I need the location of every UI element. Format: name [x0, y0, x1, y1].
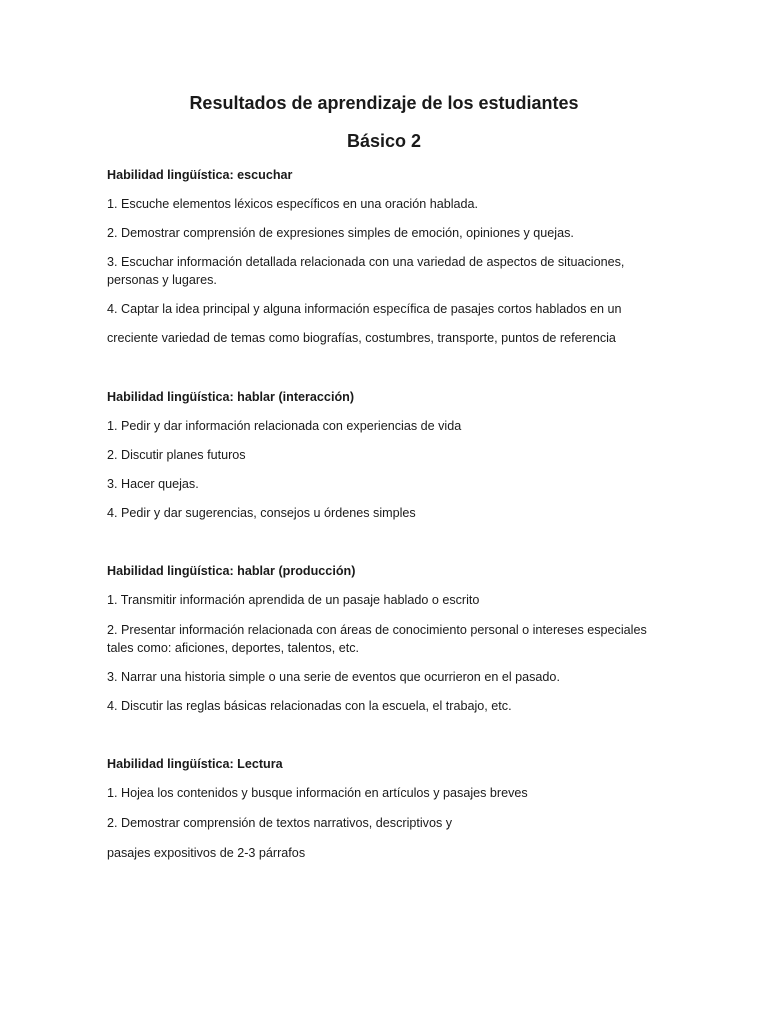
list-item: 2. Demostrar comprensión de expresiones simples de emoción, opiniones y quejas.: [107, 226, 574, 240]
list-item: 1. Pedir y dar información relacionada con experiencias de vida: [107, 419, 462, 433]
list-item-continuation: pasajes expositivos de 2-3 párrafos: [107, 846, 306, 860]
list-item: 4. Pedir y dar sugerencias, consejos u órdenes simples: [107, 506, 416, 520]
section-heading-hablar-interaccion: Habilidad lingüística: hablar (interacción): [107, 390, 355, 404]
section-heading-lectura: Habilidad lingüística: Lectura: [107, 757, 283, 771]
list-item-continuation: tales como: aficiones, deportes, talentos, etc.: [107, 641, 360, 655]
section-heading-escuchar: Habilidad lingüística: escuchar: [107, 168, 293, 182]
list-item: 1. Transmitir información aprendida de un pasaje hablado o escrito: [107, 593, 480, 607]
list-item: 4. Discutir las reglas básicas relacionadas con la escuela, el trabajo, etc.: [107, 699, 512, 713]
section-heading-hablar-produccion: Habilidad lingüística: hablar (producción): [107, 564, 356, 578]
list-item: 3. Narrar una historia simple o una serie de eventos que ocurrieron en el pasado.: [107, 670, 560, 684]
list-item: 1. Escuche elementos léxicos específicos en una oración hablada.: [107, 197, 479, 211]
list-item: 3. Escuchar información detallada relacionada con una variedad de aspectos de situaciones,: [107, 255, 625, 269]
page-title: Resultados de aprendizaje de los estudiantes: [189, 93, 579, 113]
list-item: 1. Hojea los contenidos y busque información en artículos y pasajes breves: [107, 786, 528, 800]
list-item: 2. Demostrar comprensión de textos narrativos, descriptivos y: [107, 816, 453, 830]
list-item: 2. Discutir planes futuros: [107, 448, 246, 462]
list-item: 2. Presentar información relacionada con áreas de conocimiento personal o intereses especiales: [107, 623, 647, 637]
list-item-continuation: creciente variedad de temas como biografías, costumbres, transporte, puntos de referencia: [107, 331, 616, 345]
list-item: 3. Hacer quejas.: [107, 477, 199, 491]
list-item-continuation: personas y lugares.: [107, 273, 217, 287]
list-item: 4. Captar la idea principal y alguna información específica de pasajes cortos hablados en un: [107, 302, 622, 316]
page-subtitle: Básico 2: [346, 131, 422, 151]
